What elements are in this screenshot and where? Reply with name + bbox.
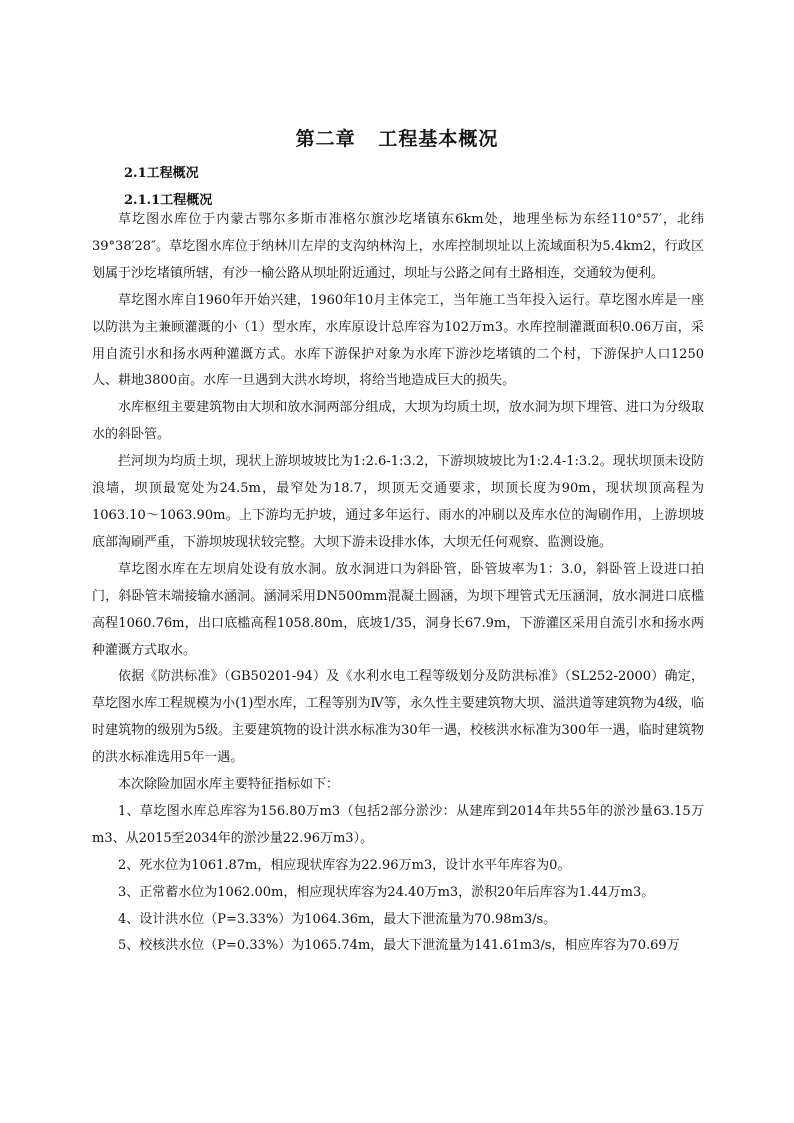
indicator-item-2: 2、死水位为1061.87m，相应现状库容为22.96万m3，设计水平年库容为0。: [118, 857, 571, 873]
indicator-item-5: 5、校核洪水位（P=0.33%）为1065.74m，最大下泄流量为141.61m3/s，相应库容为70.69万: [118, 938, 680, 954]
paragraph-location: 草圪图水库位于内蒙古鄂尔多斯市准格尔旗沙圪堵镇东6km处，地理坐标为东经110°57′，北纬39°38′28″。草圪图水库位于纳林川左岸的支沟纳林沟上，水库控制坝址以上流域面积为5.4km2，行政区划属于沙圪堵镇所辖，有沙一榆公路从坝址附近通过，坝址与公路之间有土路相连，交通较为便利。: [92, 212, 704, 281]
section-heading-2-1: 2.1工程概况: [124, 166, 199, 181]
paragraph-history: 草圪图水库自1960年开始兴建，1960年10月主体完工，当年施工当年投入运行。草圪图水库是一座以防洪为主兼顾灌溉的小（1）型水库，水库原设计总库容为102万m3。水库控制灌溉面积0.06万亩，采用自流引水和扬水两种灌溉方式。水库下游保护对象为水库下游沙圪堵镇的二个村，下游保护人口1250人、耕地3800亩。水库一旦遇到大洪水垮坝，将给当地造成巨大的损失。: [92, 292, 704, 389]
paragraph-standards: 依据《防洪标准》（GB50201-94）及《水利水电工程等级划分及防洪标准》（SL252-2000）确定，草圪图水库工程规模为小(1)型水库，工程等别为Ⅳ等，永久性主要建筑物大坝、溢洪道等建筑物为4级，临时建筑物的级别为5级。主要建筑物的设计洪水标准为30年一遇，校核洪水标准为300年一遇，临时建筑物的洪水标准选用5年一遇。: [92, 669, 704, 766]
body-text: [92, 207, 704, 960]
section-heading-2-1-1: 2.1.1工程概况: [124, 193, 213, 208]
indicator-item-3: 3、正常蓄水位为1062.00m，相应现状库容为24.40万m3，淤积20年后库容为1.44万m3。: [118, 884, 655, 900]
paragraph-intro-indicators: 本次除险加固水库主要特征指标如下：: [118, 777, 340, 793]
paragraph-structures: 水库枢纽主要建筑物由大坝和放水洞两部分组成，大坝为均质土坝，放水洞为坝下埋管、进口为分级取水的斜卧管。: [92, 400, 704, 443]
paragraph-outlet: 草圪图水库在左坝肩处设有放水洞。放水洞进口为斜卧管，卧管坡率为1：3.0，斜卧管上设进口拍门，斜卧管末端接输水涵洞。涵洞采用DN500mm混凝土圆涵，为坝下埋管式无压涵洞，放水洞进口底槛高程1060.76m，出口底槛高程1058.80m，底坡1/35，洞身长67.9m，下游灌区采用自流引水和扬水两种灌溉方式取水。: [92, 561, 704, 658]
indicator-item-1: 1、草圪图水库总库容为156.80万m3（包括2部分淤沙：从建库到2014年共55年的淤沙量63.15万m3、从2015至2034年的淤沙量22.96万m3）。: [92, 803, 704, 846]
paragraph-dam: 拦河坝为均质土坝，现状上游坝坡坡比为1:2.6-1:3.2，下游坝坡坡比为1:2.4-1:3.2。现状坝顶未设防浪墙，坝顶最宽处为24.5m，最窄处为18.7，坝顶无交通要求，坝顶长度为90m，现状坝顶高程为1063.10～1063.90m。上下游均无护坡，通过多年运行、雨水的冲刷以及库水位的淘刷作用，上游坝坡底部淘刷严重，下游坝坡现状较完整。大坝下游未设排水体，大坝无任何观察、监测设施。: [92, 454, 704, 550]
chapter-title: 第二章 工程基本概况: [295, 128, 499, 150]
indicator-item-4: 4、设计洪水位（P=3.33%）为1064.36m，最大下泄流量为70.98m3/s。: [118, 911, 557, 927]
